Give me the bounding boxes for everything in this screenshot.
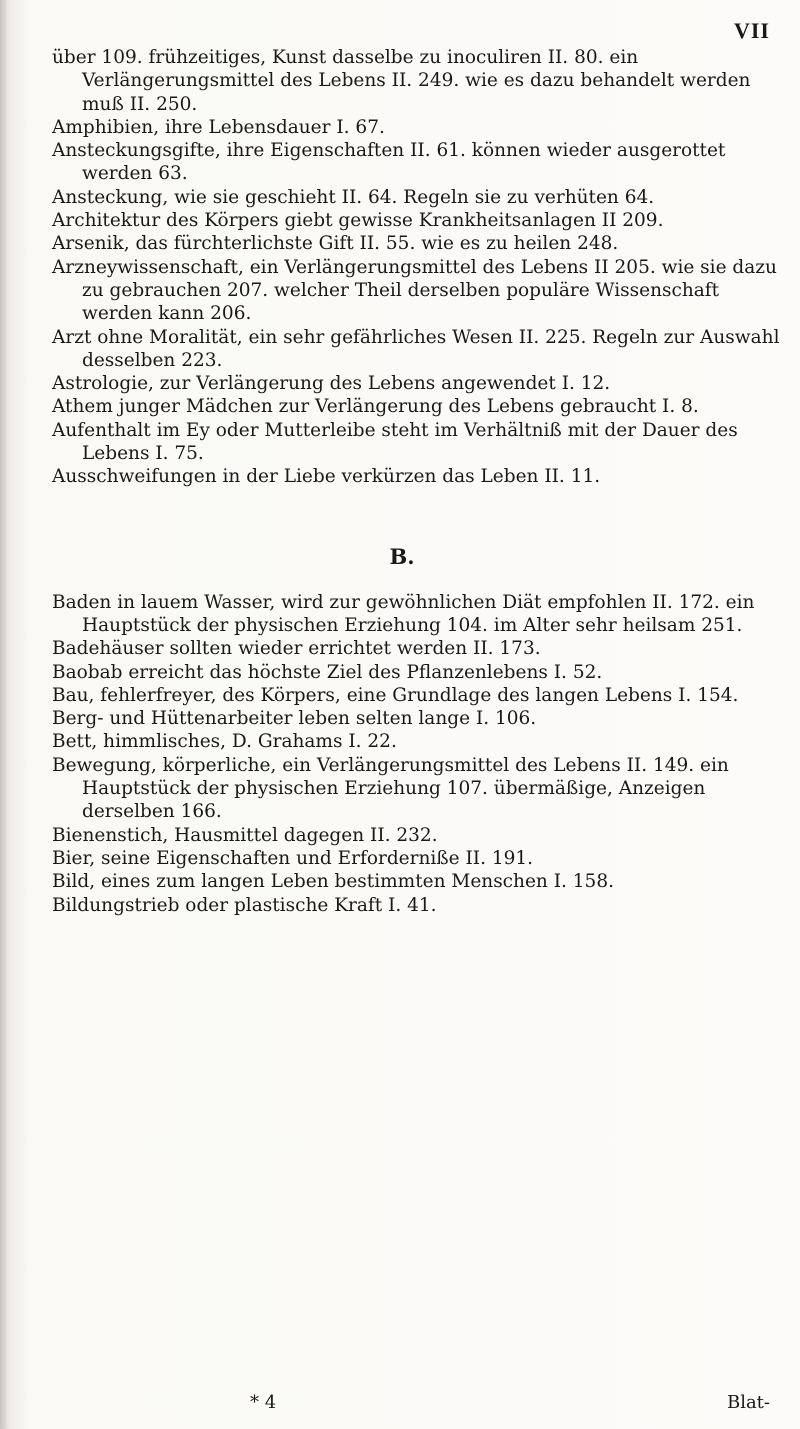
index-entry: Berg- und Hüttenarbeiter leben selten lange I. 106. <box>52 708 537 730</box>
index-entry: Architektur des Körpers giebt gewisse Krankheitsanlagen II 209. <box>52 210 664 232</box>
index-entry: Ansteckungsgifte, ihre Eigenschaften II. 61. können wieder ausgerottet werden 63. <box>52 140 726 185</box>
index-entry: Ausschweifungen in der Liebe verkürzen das Leben II. 11. <box>52 466 601 488</box>
index-entry: Arzneywissenschaft, ein Verlängerungsmittel des Lebens II 205. wie sie dazu zu gebrauchen 207. welcher Theil derselben populäre Wissenschaft werden kann 206. <box>52 256 777 325</box>
index-entry: Arzt ohne Moralität, ein sehr gefährliches Wesen II. 225. Regeln zur Auswahl desselben 223. <box>52 326 780 371</box>
section-b <box>52 591 792 917</box>
index-entry: Arsenik, das fürchterlichste Gift II. 55. wie es zu heilen 248. <box>52 233 619 255</box>
spine-shadow <box>0 0 8 1429</box>
index-entry: Bewegung, körperliche, ein Verlängerungsmittel des Lebens II. 149. ein Hauptstück der physischen Erziehung 107. übermäßige, Anzeigen derselben 166. <box>52 754 729 823</box>
index-entry: über 109. frühzeitiges, Kunst dasselbe zu inoculiren II. 80. ein Verlängerungsmittel des Lebens II. 249. wie es dazu behandelt werden muß II. 250. <box>52 47 751 115</box>
page-footer <box>250 1392 770 1422</box>
index-entry: Aufenthalt im Ey oder Mutterleibe steht im Verhältniß mit der Dauer des Lebens I. 75. <box>52 419 738 465</box>
section-a <box>52 46 792 489</box>
index-body <box>52 46 792 917</box>
index-entry: Bett, himmlisches, D. Grahams I. 22. <box>52 731 397 753</box>
index-entry: Bienenstich, Hausmittel dagegen II. 232. <box>52 824 438 846</box>
section-letter-b: B. <box>389 543 415 569</box>
index-entry: Amphibien, ihre Lebensdauer I. 67. <box>52 116 385 138</box>
index-entry: Ansteckung, wie sie geschieht II. 64. Regeln sie zu verhüten 64. <box>52 186 655 208</box>
index-entry: Baobab erreicht das höchste Ziel des Pflanzenlebens I. 52. <box>52 661 603 683</box>
page-number: VII <box>733 18 770 43</box>
index-entry: Badehäuser sollten wieder errichtet werden II. 173. <box>52 638 541 660</box>
index-entry: Bau, fehlerfreyer, des Körpers, eine Grundlage des langen Lebens I. 154. <box>52 684 739 706</box>
index-entry: Athem junger Mädchen zur Verlängerung des Lebens gebraucht I. 8. <box>52 396 699 418</box>
index-entry: Bier, seine Eigenschaften und Erforderniße II. 191. <box>52 847 534 869</box>
index-entry: Bild, eines zum langen Leben bestimmten Menschen I. 158. <box>52 871 614 893</box>
index-entry: Baden in lauem Wasser, wird zur gewöhnlichen Diät empfohlen II. 172. ein Hauptstück der physischen Erziehung 104. im Alter sehr heilsam 251. <box>52 591 755 636</box>
index-entry: Bildungstrieb oder plastische Kraft I. 41. <box>52 894 437 916</box>
catchword: Blat- <box>726 1392 770 1413</box>
signature-mark: * 4 <box>250 1392 277 1413</box>
index-entry: Astrologie, zur Verlängerung des Lebens angewendet I. 12. <box>52 373 611 395</box>
